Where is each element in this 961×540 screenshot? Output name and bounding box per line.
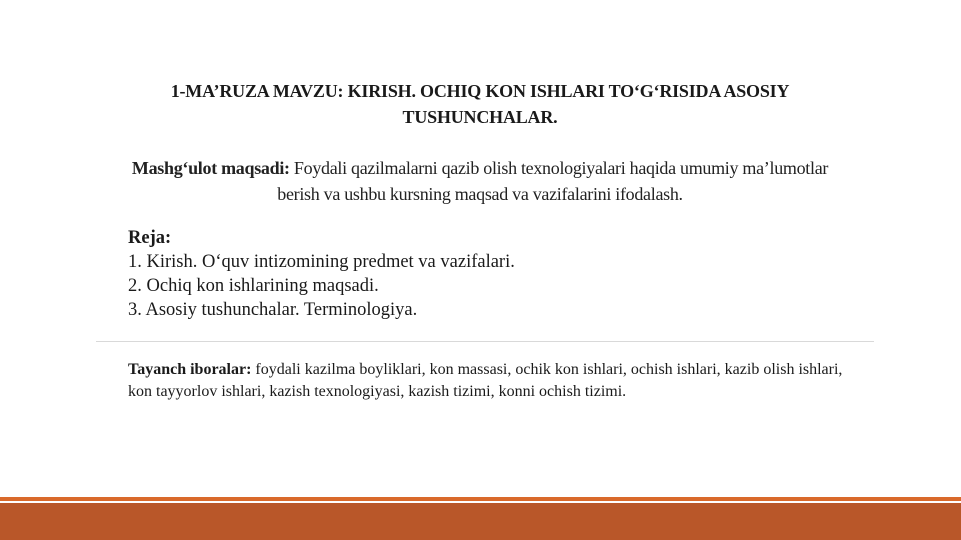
lesson-goal [110,155,850,207]
plan-item: 3. Asosiy tushunchalar. Terminologiya. [128,300,418,320]
keywords-text: foydali kazilma boyliklari, kon massasi, ochik kon ishlari, ochish ishlari, kazib olish ishlari, kon tayyorlov ishlari, kazish texnologiyasi, kazish tizimi, konni ochish tizimi. [128,361,843,400]
lesson-goal-label: Mashg‘ulot maqsadi: [131,158,290,178]
plan-item: 1. Kirish. O‘quv intizomining predmet va vazifalari. [128,252,515,272]
keywords-section [128,359,853,403]
plan-heading: Reja: [128,228,172,248]
slide-title: 1-MA’RUZA MAVZU: KIRISH. OCHIQ KON ISHLARI TO‘G‘RISIDA ASOSIY TUSHUNCHALAR. [170,81,790,127]
footer-accent-line [0,497,961,501]
lesson-goal-text: Foydali qazilmalarni qazib olish texnologiyalari haqida umumiy ma’lumotlar berish va ushbu kursning maqsad va vazifalarini ifodalash. [277,158,829,204]
footer-bar [0,503,961,540]
keywords-label: Tayanch iboralar: [128,361,252,378]
plan-section [128,226,848,322]
plan-item: 2. Ochiq kon ishlarining maqsadi. [128,276,379,296]
section-divider [96,341,874,342]
